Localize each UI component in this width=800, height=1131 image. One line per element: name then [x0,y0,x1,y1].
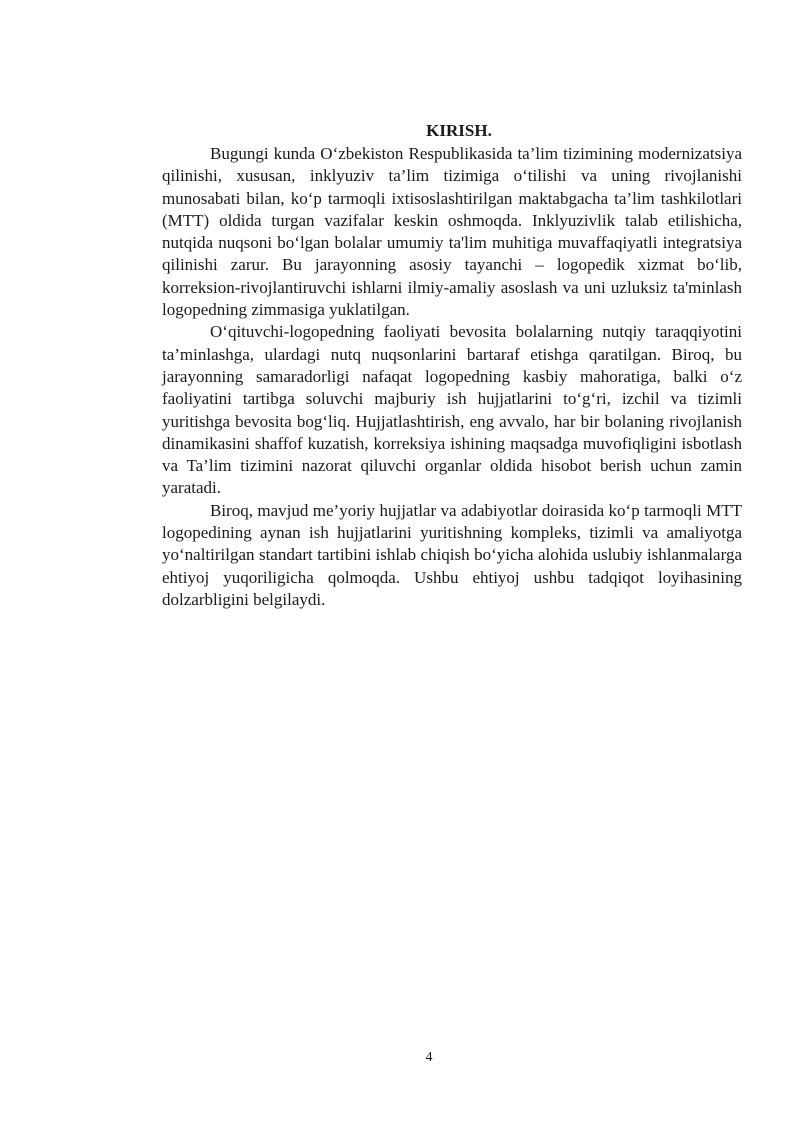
page-number: 4 [425,1050,433,1065]
page-content [162,119,742,611]
paragraph-1: Bugungi kunda O‘zbekiston Respublikasida ta’lim tizimining modernizatsiya qilinishi, xususan, inklyuziv ta’lim tizimiga o‘tilishi va uning rivojlanishi munosabati bilan, ko‘p tarmoqli ixtisoslashtirilgan maktabgacha ta’lim tashkilotlari (MTT) oldida turgan vazifalar keskin oshmoqda. Inklyuzivlik talab etilishicha, nutqida nuqsoni bo‘lgan bolalar umumiy ta'lim muhitiga muvaffaqiyatli integratsiya qilinishi zarur. Bu jarayonning asosiy tayanchi – logopedik xizmat bo‘lib, korreksion-rivojlantiruvchi ishlarni ilmiy-amaliy asoslash va uni uzluksiz ta'minlash logopedning zimmasiga yuklatilgan. [162,144,742,320]
section-heading: KIRISH. [426,121,492,140]
paragraph-3: Biroq, mavjud me’yoriy hujjatlar va adabiyotlar doirasida ko‘p tarmoqli MTT logopedining aynan ish hujjatlarini yuritishning kompleks, tizimli va amaliyotga yo‘naltirilgan standart tartibini ishlab chiqish bo‘yicha alohida uslubiy ishlanmalarga ehtiyoj yuqoriligicha qolmoqda. Ushbu ehtiyoj ushbu tadqiqot loyihasining dolzarbligini belgilaydi. [162,500,742,609]
paragraph-2: O‘qituvchi-logopedning faoliyati bevosita bolalarning nutqiy taraqqiyotini ta’minlashga, ulardagi nutq nuqsonlarini bartaraf etishga qaratilgan. Biroq, bu jarayonning samaradorligi nafaqat logopedning kasbiy mahoratiga, balki o‘z faoliyatini tartibga soluvchi majburiy ish hujjatlarini to‘g‘ri, izchil va tizimli yuritishga bevosita bog‘liq. Hujjatlashtirish, eng avvalo, har bir bolaning rivojlanish dinamikasini shaffof kuzatish, korreksiya ishining maqsadga muvofiqligini isbotlash va Ta’lim tizimini nazorat qiluvchi organlar oldida hisobot berish uchun zamin yaratadi. [162,322,742,498]
